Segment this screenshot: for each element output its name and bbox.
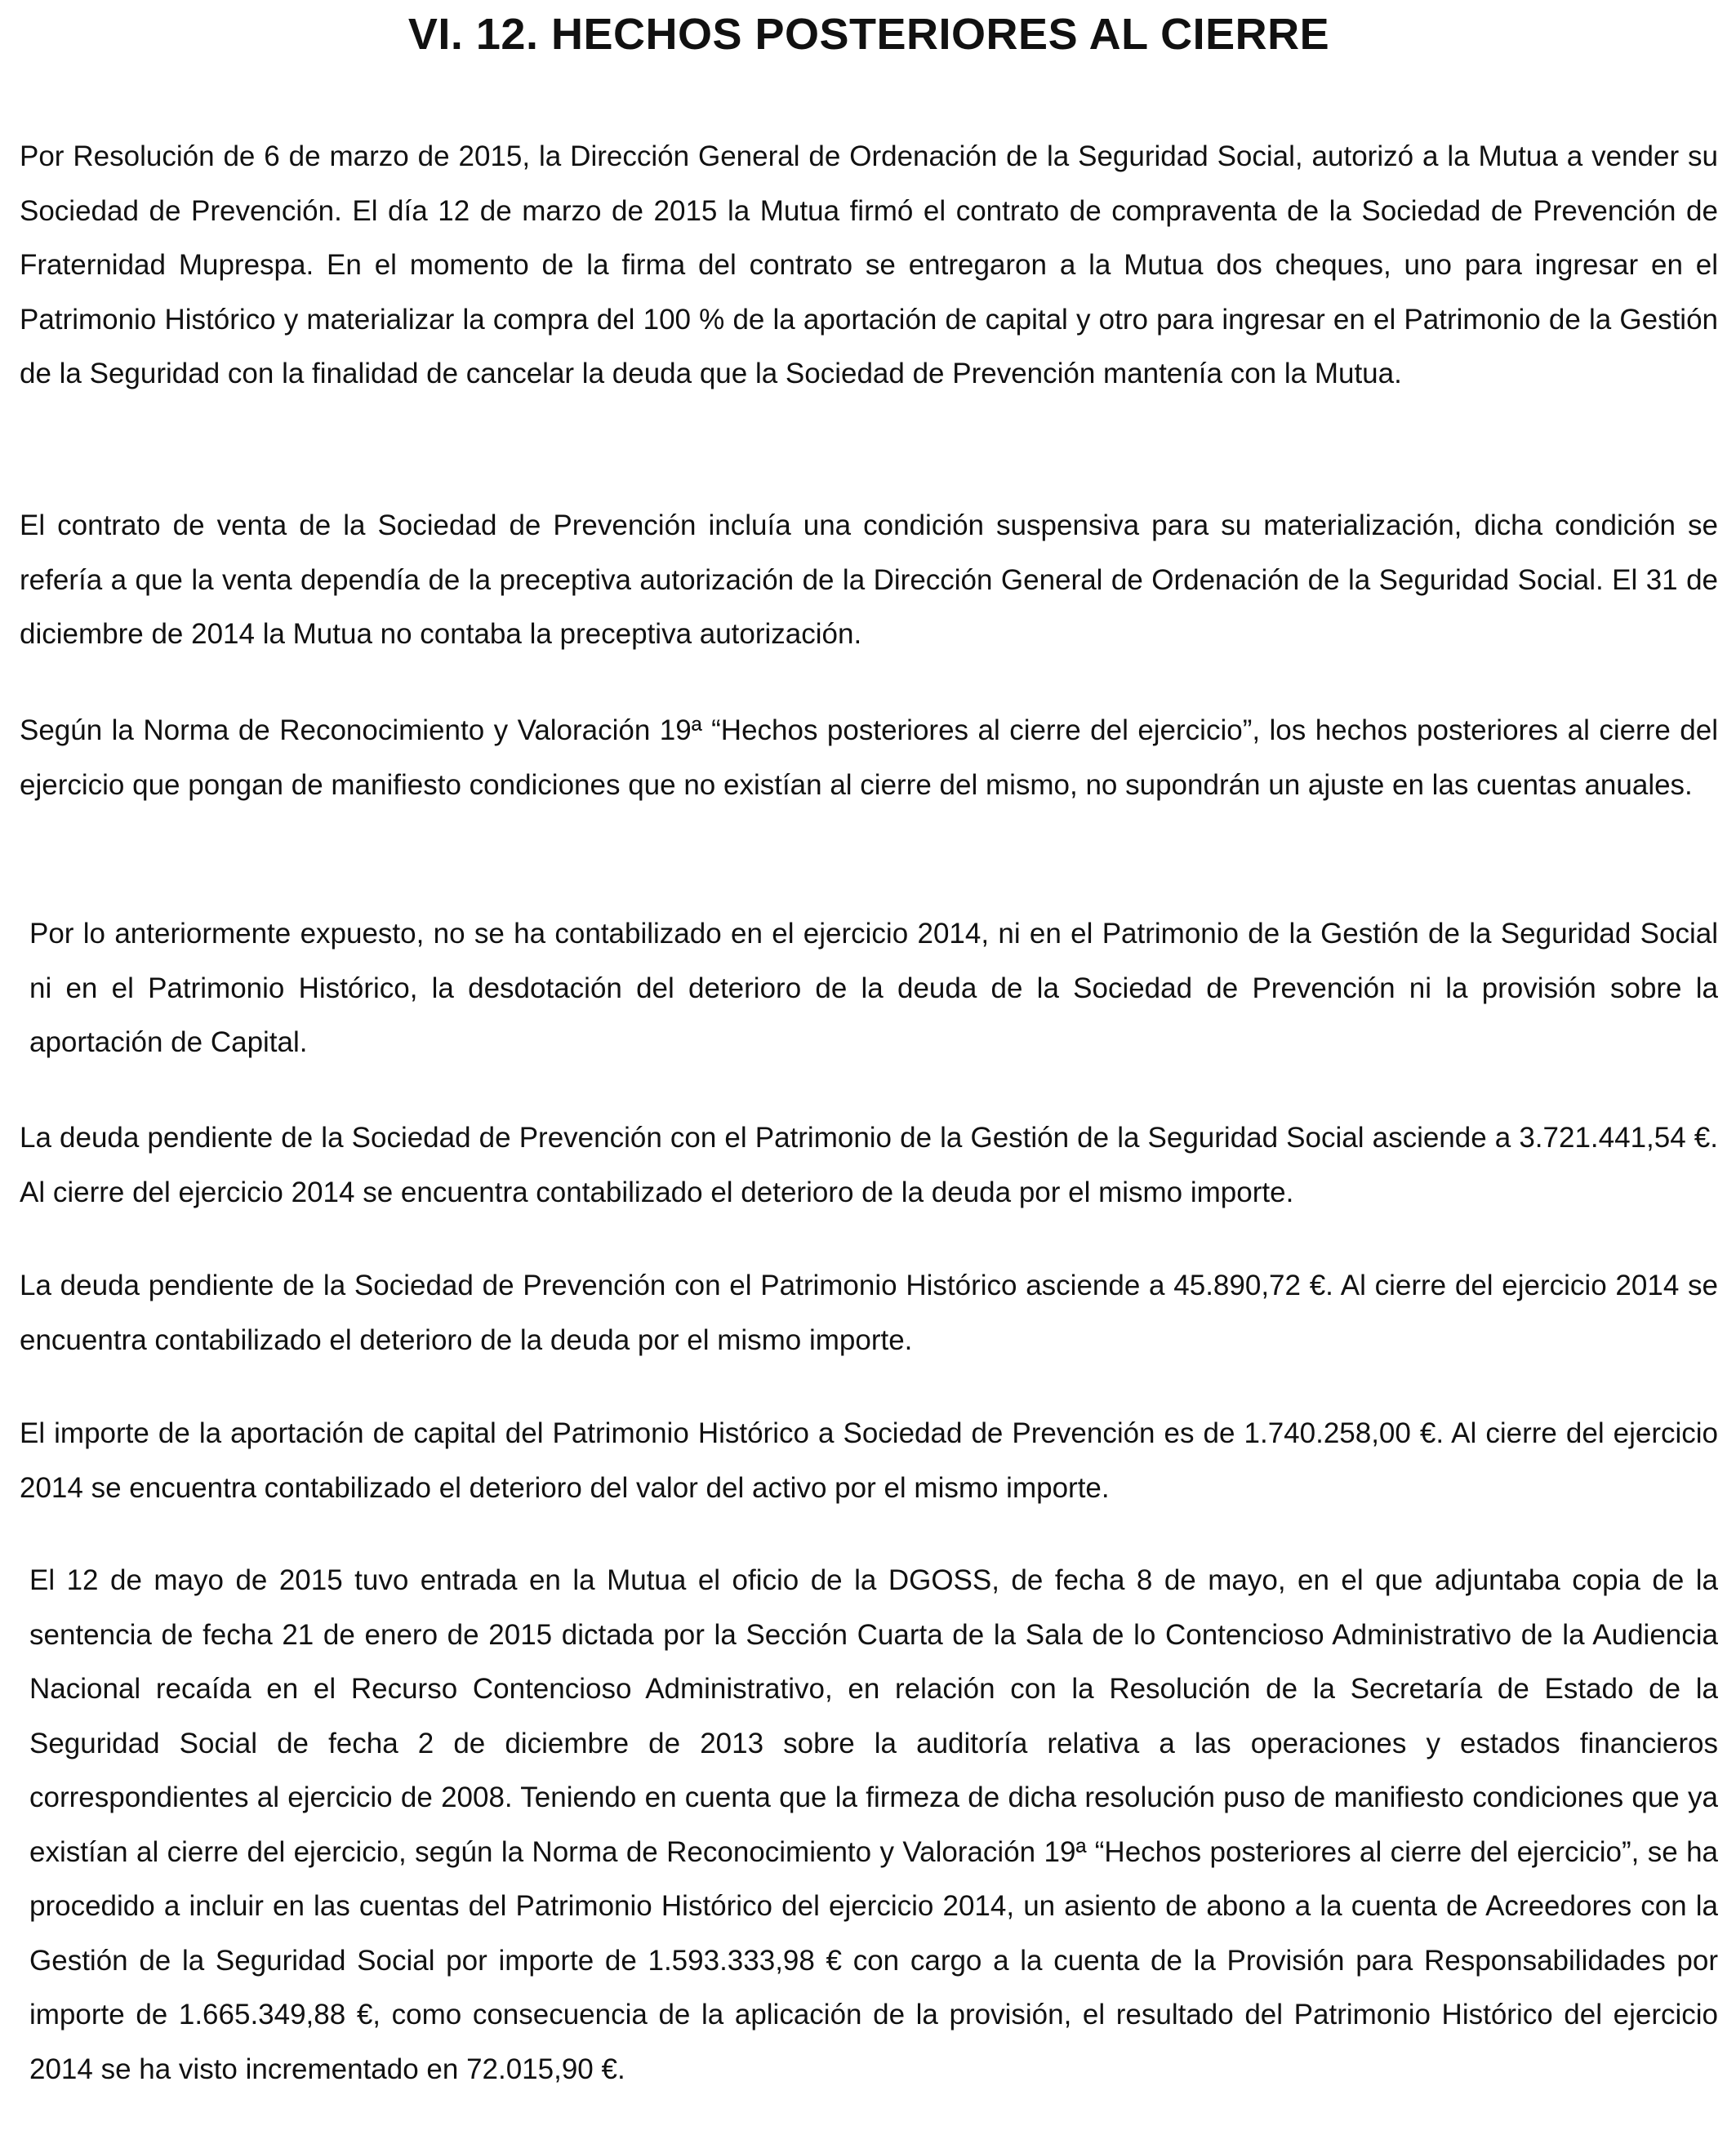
document-page xyxy=(20,0,1718,2085)
paragraph-debt-historical: La deuda pendiente de la Sociedad de Prevención con el Patrimonio Histórico asciende a 45.890,72 €. Al cierre del ejercicio 2014 se encuentra contabilizado el deterioro de la deuda por el mismo importe. xyxy=(20,1270,1718,1356)
paragraph-capital-contribution: El importe de la aportación de capital del Patrimonio Histórico a Sociedad de Prevención es de 1.740.258,00 €. Al cierre del ejercicio 2014 se encuentra contabilizado el deterioro del valor del activo por el mismo importe. xyxy=(20,1417,1718,1504)
paragraph-sale-authorization: Por Resolución de 6 de marzo de 2015, la Dirección General de Ordenación de la Seguridad Social, autorizó a la Mutua a vender su Sociedad de Prevención. El día 12 de marzo de 2015 la Mutua firmó el contrato de compraventa de la Sociedad de Prevención de Fraternidad Muprespa. En el momento de la firma del contrato se entregaron a la Mutua dos cheques, uno para ingresar en el Patrimonio Histórico y materializar la compra del 100 % de la aportación de capital y otro para ingresar en el Patrimonio de la Gestión de la Seguridad con la finalidad de cancelar la deuda que la Sociedad de Prevención mantenía con la Mutua. xyxy=(20,140,1718,389)
paragraph-suspensive-condition: El contrato de venta de la Sociedad de Prevención incluía una condición suspensiva para su materialización, dicha condición se refería a que la venta dependía de la preceptiva autorización de la Dirección General de Ordenación de la Seguridad Social. El 31 de diciembre de 2014 la Mutua no contaba la preceptiva autorización. xyxy=(20,509,1718,650)
paragraph-not-accounted: Por lo anteriormente expuesto, no se ha contabilizado en el ejercicio 2014, ni en el Patrimonio de la Gestión de la Seguridad Social ni en el Patrimonio Histórico, la desdotación del deterioro de la deuda de la Sociedad de Prevención ni la provisión sobre la aportación de Capital. xyxy=(29,918,1718,1058)
paragraph-debt-social-security: La deuda pendiente de la Sociedad de Prevención con el Patrimonio de la Gestión de la Seguridad Social asciende a 3.721.441,54 €. Al cierre del ejercicio 2014 se encuentra contabilizado el deterioro de la deuda por el mismo importe. xyxy=(20,1122,1718,1208)
paragraph-valuation-norm: Según la Norma de Reconocimiento y Valoración 19ª “Hechos posteriores al cierre del ejercicio”, los hechos posteriores al cierre del ejercicio que pongan de manifiesto condiciones que no existían al cierre del mismo, no supondrán un ajuste en las cuentas anuales. xyxy=(20,714,1718,801)
section-title: VI. 12. HECHOS POSTERIORES AL CIERRE xyxy=(407,10,1330,59)
paragraph-dgoss-ruling: El 12 de mayo de 2015 tuvo entrada en la Mutua el oficio de la DGOSS, de fecha 8 de mayo, en el que adjuntaba copia de la sentencia de fecha 21 de enero de 2015 dictada por la Sección Cuarta de la Sala de lo Contencioso Administrativo de la Audiencia Nacional recaída en el Recurso Contencioso Administrativo, en relación con la Resolución de la Secretaría de Estado de la Seguridad Social de fecha 2 de diciembre de 2013 sobre la auditoría relativa a las operaciones y estados financieros correspondientes al ejercicio de 2008. Teniendo en cuenta que la firmeza de dicha resolución puso de manifiesto condiciones que ya existían al cierre del ejercicio, según la Norma de Reconocimiento y Valoración 19ª “Hechos posteriores al cierre del ejercicio”, se ha procedido a incluir en las cuentas del Patrimonio Histórico del ejercicio 2014, un asiento de abono a la cuenta de Acreedores con la Gestión de la Seguridad Social por importe de 1.593.333,98 € con cargo a la cuenta de la Provisión para Responsabilidades por importe de 1.665.349,88 €, como consecuencia de la aplicación de la provisión, el resultado del Patrimonio Histórico del ejercicio 2014 se ha visto incrementado en 72.015,90 €. xyxy=(29,1564,1718,2085)
